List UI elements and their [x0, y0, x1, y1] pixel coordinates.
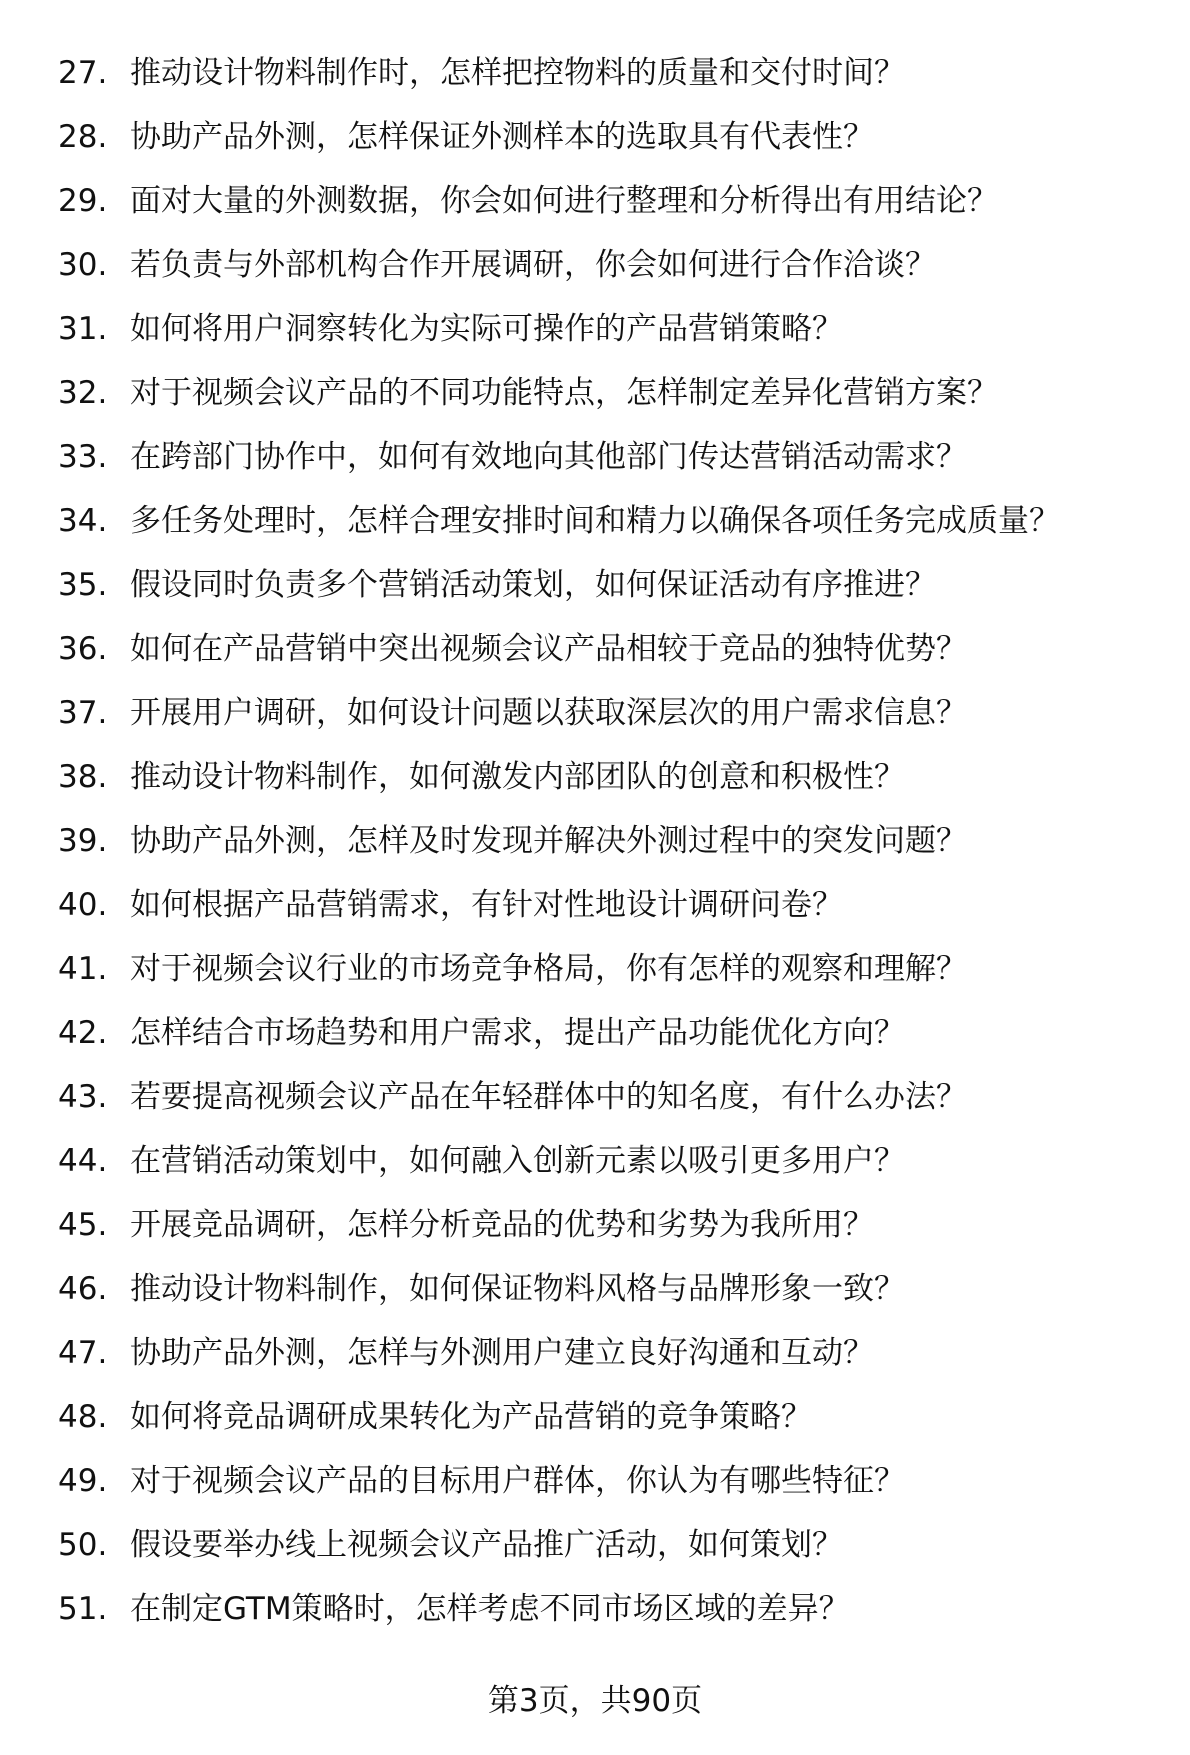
question-item [58, 820, 1158, 862]
question-text: 推动设计物料制作时，怎样把控物料的质量和交付时间？ [130, 55, 905, 91]
question-item [58, 1140, 1158, 1182]
question-item [58, 756, 1158, 798]
question-text: 假设要举办线上视频会议产品推广活动，如何策划？ [130, 1527, 843, 1563]
question-item [58, 628, 1158, 670]
question-text: 协助产品外测，怎样及时发现并解决外测过程中的突发问题？ [130, 823, 967, 859]
question-number: 37. [58, 695, 108, 731]
question-number: 31. [58, 311, 108, 347]
question-item [58, 1076, 1158, 1118]
question-number: 49. [58, 1463, 108, 1499]
question-number: 28. [58, 119, 108, 155]
question-text: 如何在产品营销中突出视频会议产品相较于竞品的独特优势？ [130, 631, 967, 667]
question-item [58, 1460, 1158, 1502]
question-number: 27. [58, 55, 108, 91]
question-item [58, 1012, 1158, 1054]
question-text: 多任务处理时，怎样合理安排时间和精力以确保各项任务完成质量？ [130, 503, 1060, 539]
question-text: 若要提高视频会议产品在年轻群体中的知名度，有什么办法？ [130, 1079, 967, 1115]
question-number: 43. [58, 1079, 108, 1115]
question-number: 42. [58, 1015, 108, 1051]
question-text: 推动设计物料制作，如何保证物料风格与品牌形象一致？ [130, 1271, 905, 1307]
question-item [58, 1524, 1158, 1566]
question-text: 协助产品外测，怎样与外测用户建立良好沟通和互动？ [130, 1335, 874, 1371]
question-item [58, 244, 1158, 286]
question-item [58, 372, 1158, 414]
question-text: 开展竞品调研，怎样分析竞品的优势和劣势为我所用？ [130, 1207, 874, 1243]
question-number: 50. [58, 1527, 108, 1563]
question-item [58, 692, 1158, 734]
question-text: 在营销活动策划中，如何融入创新元素以吸引更多用户？ [130, 1143, 905, 1179]
question-number: 48. [58, 1399, 108, 1435]
question-number: 51. [58, 1591, 108, 1627]
question-number: 38. [58, 759, 108, 795]
question-number: 39. [58, 823, 108, 859]
question-number: 30. [58, 247, 108, 283]
question-item [58, 308, 1158, 350]
question-number: 47. [58, 1335, 108, 1371]
question-text: 开展用户调研，如何设计问题以获取深层次的用户需求信息？ [130, 695, 967, 731]
question-number: 40. [58, 887, 108, 923]
question-list [58, 52, 1158, 1652]
question-item [58, 52, 1158, 94]
question-item [58, 500, 1158, 542]
question-item [58, 1396, 1158, 1438]
question-text: 在跨部门协作中，如何有效地向其他部门传达营销活动需求？ [130, 439, 967, 475]
question-item [58, 180, 1158, 222]
question-text: 协助产品外测，怎样保证外测样本的选取具有代表性？ [130, 119, 874, 155]
question-item [58, 1268, 1158, 1310]
question-text: 若负责与外部机构合作开展调研，你会如何进行合作洽谈？ [130, 247, 936, 283]
question-number: 34. [58, 503, 108, 539]
page-footer: 第3页，共90页 [487, 1683, 703, 1719]
question-number: 41. [58, 951, 108, 987]
question-item [58, 948, 1158, 990]
question-item [58, 436, 1158, 478]
question-number: 45. [58, 1207, 108, 1243]
question-text: 如何根据产品营销需求，有针对性地设计调研问卷？ [130, 887, 843, 923]
question-text: 在制定GTM策略时，怎样考虑不同市场区域的差异？ [130, 1591, 850, 1627]
question-text: 推动设计物料制作，如何激发内部团队的创意和积极性？ [130, 759, 905, 795]
question-text: 怎样结合市场趋势和用户需求，提出产品功能优化方向？ [130, 1015, 905, 1051]
question-text: 对于视频会议产品的不同功能特点，怎样制定差异化营销方案？ [130, 375, 998, 411]
question-item [58, 564, 1158, 606]
question-text: 如何将用户洞察转化为实际可操作的产品营销策略？ [130, 311, 843, 347]
question-number: 44. [58, 1143, 108, 1179]
question-number: 32. [58, 375, 108, 411]
question-text: 面对大量的外测数据，你会如何进行整理和分析得出有用结论？ [130, 183, 998, 219]
question-number: 33. [58, 439, 108, 475]
question-item [58, 1588, 1158, 1630]
question-text: 对于视频会议行业的市场竞争格局，你有怎样的观察和理解？ [130, 951, 967, 987]
question-number: 35. [58, 567, 108, 603]
question-item [58, 1204, 1158, 1246]
question-item [58, 884, 1158, 926]
question-item [58, 1332, 1158, 1374]
question-number: 36. [58, 631, 108, 667]
question-text: 对于视频会议产品的目标用户群体，你认为有哪些特征？ [130, 1463, 905, 1499]
question-number: 46. [58, 1271, 108, 1307]
question-text: 如何将竞品调研成果转化为产品营销的竞争策略？ [130, 1399, 812, 1435]
question-text: 假设同时负责多个营销活动策划，如何保证活动有序推进？ [130, 567, 936, 603]
question-number: 29. [58, 183, 108, 219]
question-item [58, 116, 1158, 158]
